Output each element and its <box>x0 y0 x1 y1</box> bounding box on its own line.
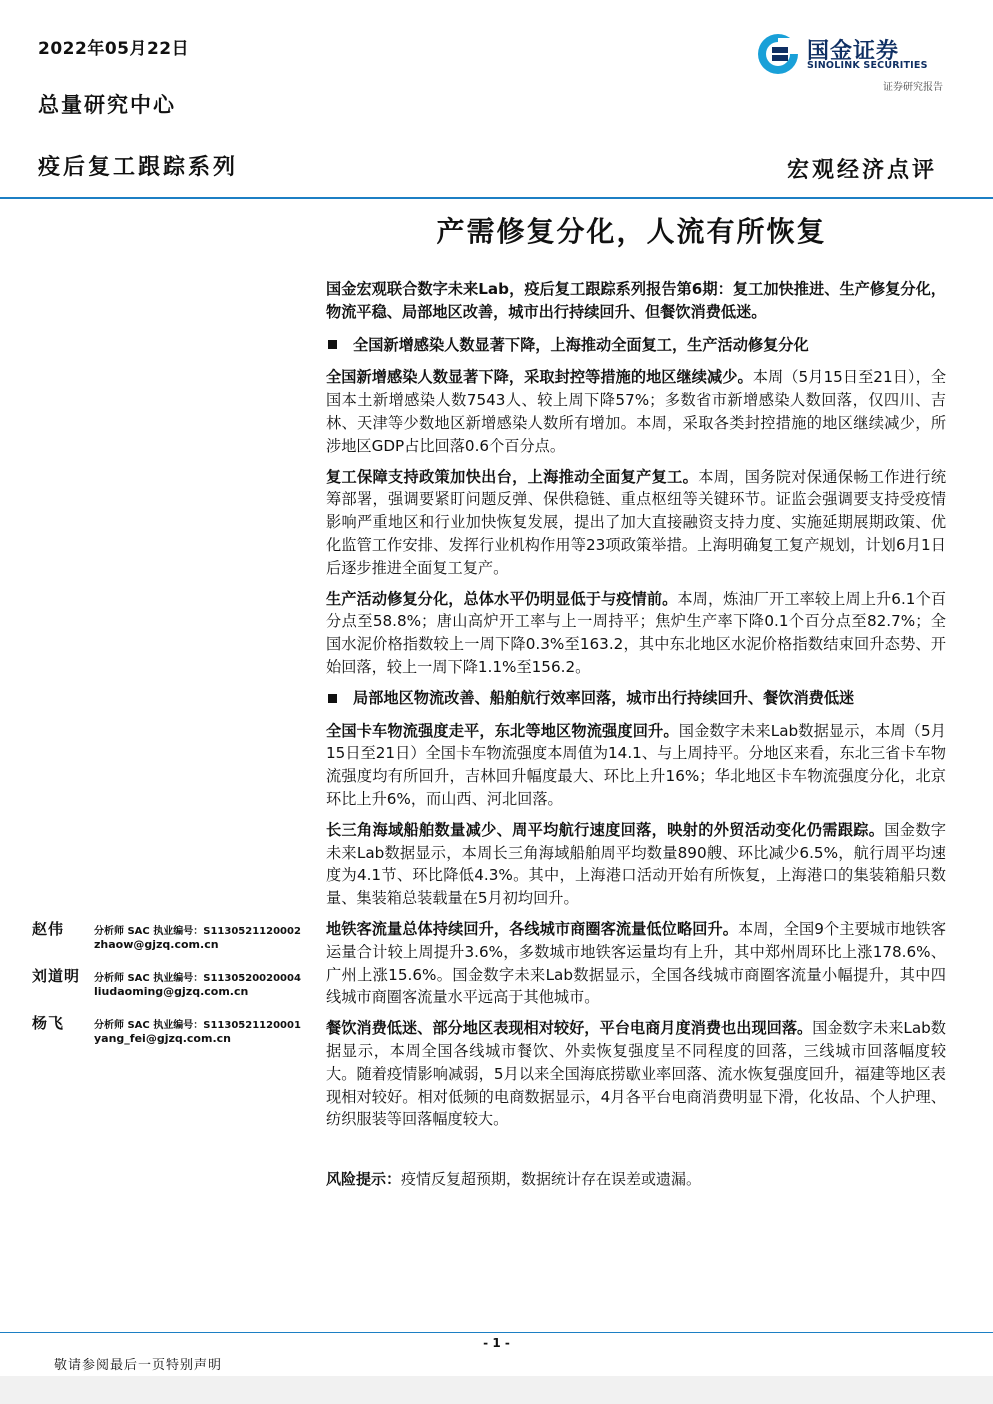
research-center: 总量研究中心 <box>38 93 176 117</box>
paragraph-text: 本周，全国9个主要城市地铁客运量合计较上周提升3.6%，多数城市地铁客运量均有上升，其中郑州周环比上涨178.6%、广州上涨15.6%。国金数字未来Lab数据显示，全国各线城市商圈客流量小幅提升，其中四线城市商圈客流量水平远高于其他城市。 <box>326 919 947 1007</box>
paragraph-text: 本周（5月15日至21日），全国本土新增感染人数7543人、较上周下降57%；多数省市新增感染人数回落，仅四川、吉林、天津等少数地区新增感染人数所有增加。本周，采取各类封控措施的地区继续减少，所涉地区GDP占比回落0.6个百分点。 <box>326 368 947 455</box>
analyst-license: 分析师 SAC 执业编号：S1130521120002 <box>94 926 301 937</box>
analyst-email[interactable]: zhaow@gjzq.com.cn <box>94 938 219 951</box>
logo-english-name: SINOLINK SECURITIES <box>807 60 928 71</box>
paragraph <box>326 366 946 457</box>
logo-name: 国金证券 <box>807 39 900 64</box>
report-date: 2022年05月22日 <box>38 39 190 59</box>
footer-divider <box>0 1332 993 1333</box>
risk-warning <box>326 1168 946 1189</box>
risk-label: 风险提示： <box>326 1170 402 1188</box>
paragraph <box>326 588 946 679</box>
analyst-license: 分析师 SAC 执业编号：S1130520020004 <box>94 973 301 984</box>
risk-text: 疫情反复超预期，数据统计存在误差或遗漏。 <box>401 1170 702 1188</box>
paragraph-text: 国金数字未来Lab数据显示，本周长三角海域船舶周平均数量890艘、环比减少6.5%，航行周平均速度为4.1节、环比降低4.3%。其中，上海港口活动开始有所恢复，上海港口的集装箱船只数量、集装箱总装载量在5月初均回升。 <box>326 820 947 908</box>
paragraph <box>326 819 946 910</box>
header-divider <box>0 197 993 199</box>
page-number: - 1 - <box>483 1336 510 1350</box>
lead-summary: 国金宏观联合数字未来Lab，疫后复工跟踪系列报告第6期：复工加快推进、生产修复分化，物流平稳、局部地区改善，城市出行持续回升、但餐饮消费低迷。 <box>326 280 946 321</box>
bullet-square-icon <box>328 694 337 703</box>
paragraph-lead: 全国卡车物流强度走平，东北等地区物流强度回升。 <box>326 721 679 740</box>
paragraph-lead: 复工保障支持政策加快出台，上海推动全面复产复工。 <box>326 467 699 486</box>
analyst-name: 杨飞 <box>32 1014 65 1032</box>
paragraph <box>326 1017 946 1131</box>
section-heading-text: 局部地区物流改善、船舶航行效率回落，城市出行持续回升、餐饮消费低迷 <box>353 688 855 707</box>
logo-subtitle: 证券研究报告 <box>883 82 943 93</box>
section-heading-1 <box>326 334 946 357</box>
paragraph <box>326 918 946 1009</box>
paragraph-text: 本周，国务院对保通保畅工作进行统筹部署，强调要紧盯问题反弹、保供稳链、重点枢纽等关键环节。证监会强调要支持受疫情影响严重地区和行业加快恢复发展，提出了加大直接融资支持力度、实施延期展期政策、优化监管工作安排、发挥行业机构作用等23项政策举措。上海明确复工复产规划，计划6月1日后逐步推进全面复工复产。 <box>326 467 947 577</box>
report-title: 产需修复分化，人流有所恢复 <box>436 215 827 248</box>
bullet-square-icon <box>328 340 337 349</box>
section-heading-2 <box>326 687 946 710</box>
report-body <box>326 278 946 1139</box>
paragraph-text: 国金数字未来Lab数据显示，本周全国各线城市餐饮、外卖恢复强度呈不同程度的回落，三线城市回落幅度较大。随着疫情影响减弱，5月以来全国海底捞歇业率回落、流水恢复强度回升，福建等地区表现相对较好。相对低频的电商数据显示，4月各平台电商消费明显下滑，化妆品、个人护理、纺织服装等回落幅度较大。 <box>326 1019 946 1129</box>
report-series: 疫后复工跟踪系列 <box>38 155 239 180</box>
analyst-name: 赵伟 <box>32 920 65 938</box>
footer-disclaimer: 敬请参阅最后一页特别声明 <box>54 1358 223 1373</box>
paragraph <box>326 466 946 580</box>
paragraph-lead: 生产活动修复分化，总体水平仍明显低于与疫情前。 <box>326 589 678 608</box>
section-heading-text: 全国新增感染人数显著下降，上海推动全面复工，生产活动修复分化 <box>353 335 809 354</box>
analyst-license: 分析师 SAC 执业编号：S1130521120001 <box>94 1020 301 1031</box>
paragraph-text: 本周，炼油厂开工率较上周上升6.1个百分点至58.8%；唐山高炉开工率与上一周持平；焦炉生产率下降0.1个百分点至82.7%；全国水泥价格指数较上一周下降0.3%至163.2，其中东北地区水泥价格指数结束回升态势、开始回落，较上一周下降1.1%至156.2。 <box>326 589 947 676</box>
analyst-email[interactable]: liudaoming@gjzq.com.cn <box>94 985 249 998</box>
footer-band <box>0 1376 993 1404</box>
paragraph-text: 国金数字未来Lab数据显示，本周（5月15日至21日）全国卡车物流强度本周值为14.1、与上周持平。分地区来看，东北三省卡车物流强度均有所回升，吉林回升幅度最大、环比上升16%；华北地区卡车物流强度分化，北京环比上升6%，而山西、河北回落。 <box>326 721 946 808</box>
paragraph-lead: 餐饮消费低迷、部分地区表现相对较好，平台电商月度消费也出现回落。 <box>326 1019 813 1038</box>
paragraph <box>326 720 946 811</box>
paragraph-lead: 全国新增感染人数显著下降，采取封控等措施的地区继续减少。 <box>326 368 753 387</box>
paragraph-lead: 地铁客流量总体持续回升，各线城市商圈客流量低位略回升。 <box>326 919 738 938</box>
paragraph-lead: 长三角海域船舶数量减少、周平均航行速度回落，映射的外贸活动变化仍需跟踪。 <box>326 820 885 839</box>
analyst-email[interactable]: yang_fei@gjzq.com.cn <box>94 1032 231 1045</box>
report-category: 宏观经济点评 <box>786 158 937 183</box>
analyst-name: 刘道明 <box>32 967 81 985</box>
